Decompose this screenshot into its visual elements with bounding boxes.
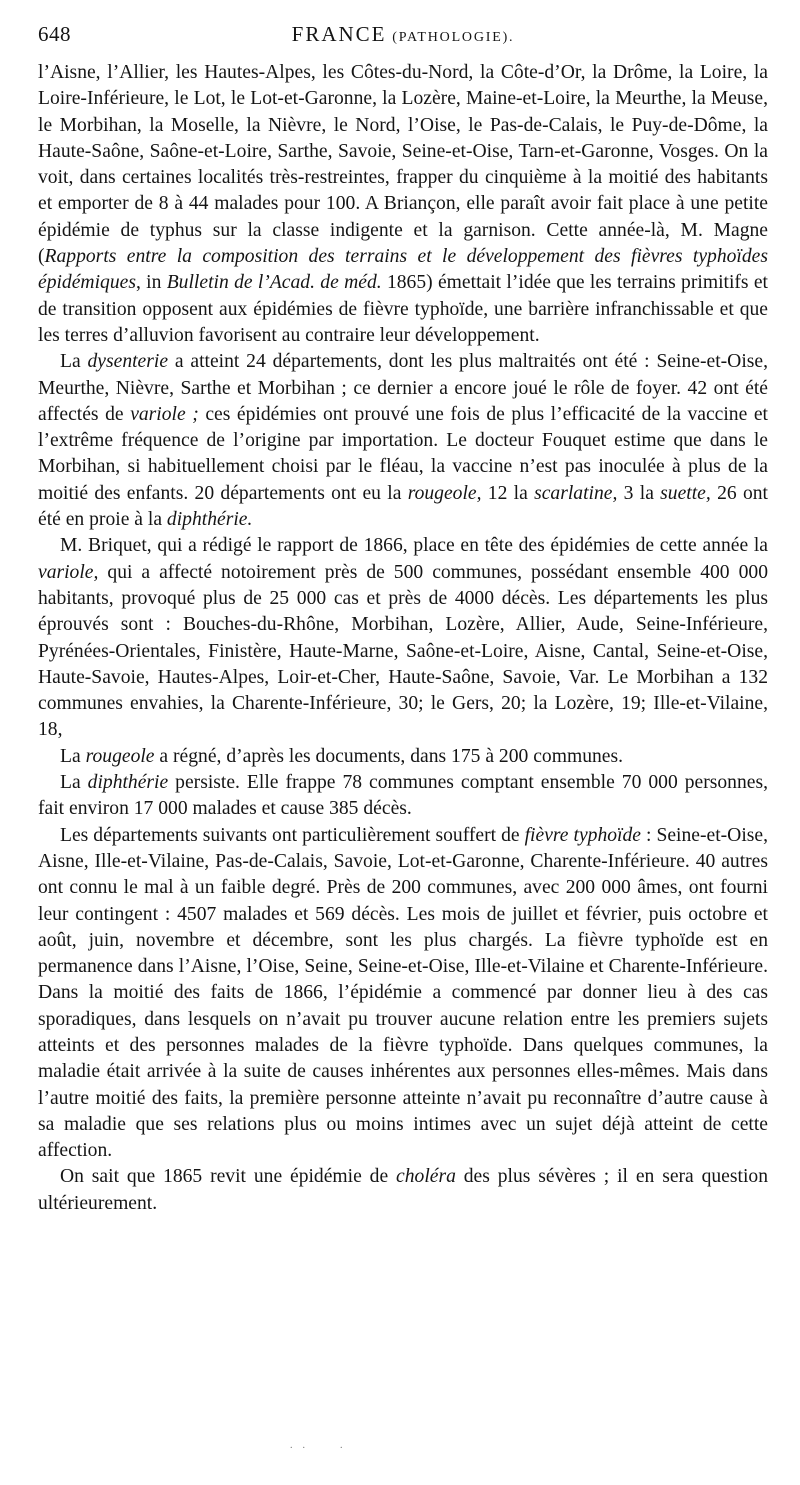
- paragraph: [38, 349, 768, 533]
- paragraph: [38, 744, 768, 770]
- title-subtitle: PATHOLOGIE: [398, 30, 503, 45]
- italic-run: rougeole,: [407, 482, 482, 504]
- text-run: 12 la: [481, 482, 535, 504]
- italic-run: diphthérie: [87, 772, 169, 794]
- title-subtitle-open: (: [392, 30, 399, 45]
- paragraph: [38, 823, 768, 1165]
- text-run: M. Briquet, qui a rédigé le rapport de 1866, place en tête des épidémies de cette année la: [60, 535, 768, 557]
- italic-run: scarlatine,: [534, 482, 618, 504]
- text-run: Les départements suivants ont particulièrement souffert de: [60, 824, 525, 846]
- italic-run: fièvre typhoïde: [524, 824, 641, 846]
- running-head: [38, 22, 768, 56]
- paragraph: [38, 533, 768, 743]
- italic-run: Rapports entre la composition des terrains et le développement des fièvres typhoïdes épidémiques: [38, 246, 768, 294]
- text-run: des plus sévères ; il en sera question ultérieurement.: [38, 1166, 768, 1214]
- text-run: a régné, d’après les documents, dans 175 à 200 communes.: [154, 745, 624, 767]
- paragraph: [38, 770, 768, 823]
- paragraph: [38, 60, 768, 349]
- italic-run: dysenterie: [87, 351, 169, 373]
- text-run: 26 ont été en proie à la: [38, 482, 768, 531]
- text-run: La: [60, 772, 88, 794]
- body-text: [38, 60, 768, 1217]
- text-run: a atteint 24 départements, dont les plus maltraités ont été : Seine-et-Oise, Meurthe, Nièvre, Sarthe et Morbihan ; ce dernier a encore joué le rôle de foyer. 42 ont été affectés de: [38, 351, 768, 425]
- italic-run: variole ;: [130, 403, 199, 425]
- page-number: 648: [38, 22, 71, 46]
- text-run: persiste. Elle frappe 78 communes comptant ensemble 70 000 personnes, fait environ 17 000 malades et cause 385 décès.: [38, 772, 768, 820]
- text-run: On sait que 1865 revit une épidémie de: [60, 1166, 397, 1188]
- text-run: ces épidémies ont prouvé une fois de plus l’efficacité de la vaccine et l’extrême fréquence de l’origine par importation. Le docteur Fouquet estime que dans le Morbihan, si habituellement choisi par le fléau, la vaccine n’est pas inoculée à plus de la moitié des enfants. 20 départements ont eu la: [38, 403, 768, 504]
- paragraph: [38, 1164, 768, 1217]
- text-run: La: [60, 745, 86, 767]
- footer-marks: .. .: [290, 1440, 353, 1451]
- italic-run: rougeole: [85, 745, 155, 767]
- title-main: FRANCE: [291, 22, 387, 46]
- text-run: La: [60, 351, 88, 373]
- text-run: 1865) émettait l’idée que les terrains primitifs et de transition opposent aux épidémies de fièvre typhoïde, une barrière infranchissable et que les terres d’alluvion favorisent au contraire leur développement.: [38, 272, 768, 346]
- text-run: 3 la: [617, 482, 661, 504]
- page-title: [38, 22, 768, 47]
- italic-run: diphthérie.: [166, 509, 253, 531]
- italic-run: suette,: [660, 482, 711, 504]
- text-run: l’Aisne, l’Allier, les Hautes-Alpes, les Côtes-du-Nord, la Côte-d’Or, la Drôme, la Loire, la Loire-Inférieure, le Lot, le Lot-et-Garonne, la Lozère, Maine-et-Loire, la Meurthe, la Meuse, le Morbihan, la Moselle, la Nièvre, le Nord, l’Oise, le Pas-de-Calais, le Puy-de-Dôme, la Haute-Saône, Saône-et-Loire, Sarthe, Savoie, Seine-et-Oise, Tarn-et-Garonne, Vosges. On la voit, dans certaines localités très-restreintes, frapper du cinquième à la moitié des habitants et emporter de 8 à 44 malades pour 100. A Briançon, elle paraît avoir fait place à une petite épidémie de typhus sur la classe indigente et la garnison. Cette année-là, M. Magne (: [38, 62, 768, 268]
- italic-run: Bulletin de l’Acad. de méd.: [166, 272, 382, 294]
- text-run: : Seine-et-Oise, Aisne, Ille-et-Vilaine, Pas-de-Calais, Savoie, Lot-et-Garonne, Charente-Inférieure. 40 autres ont connu le mal à un faible degré. Près de 200 communes, avec 200 000 âmes, ont fourni leur contingent : 4507 malades et 569 décès. Les mois de juillet et février, puis octobre et août, juin, novembre et décembre, sont les plus chargés. La fièvre typhoïde est en permanence dans l’Aisne, l’Oise, Seine, Seine-et-Oise, Ille-et-Vilaine et Charente-Inférieure. Dans la moitié des faits de 1866, l’épidémie a commencé par donner lieu à des cas sporadiques, dans lesquels on n’avait pu trouver aucune relation entre les premiers sujets atteints et des personnes malades de la fièvre typhoïde. Dans quelques communes, la maladie était arrivée à la suite de causes inhérentes aux personnes elles-mêmes. Mais dans l’autre moitié des faits, la première personne atteinte n’avait pu reconnaître d’autre cause à sa maladie que ses relations plus ou moins intimes avec un sujet déjà atteint de cette affection.: [38, 824, 769, 1162]
- text-run: qui a affecté notoirement près de 500 communes, possédant ensemble 400 000 habitants, provoqué plus de 25 000 cas et près de 4000 décès. Les départements les plus éprouvés sont : Bouches-du-Rhône, Morbihan, Lozère, Allier, Aude, Seine-Inférieure, Pyrénées-Orientales, Finistère, Haute-Marne, Saône-et-Loire, Aisne, Cantal, Seine-et-Oise, Haute-Savoie, Hautes-Alpes, Loir-et-Cher, Haute-Saône, Savoie, Var. Le Morbihan a 132 communes envahies, la Charente-Inférieure, 30; le Gers, 20; la Lozère, 19; Ille-et-Vilaine, 18,: [38, 561, 768, 741]
- title-subtitle-close: ).: [502, 30, 515, 45]
- italic-run: variole,: [38, 561, 99, 583]
- text-run: , in: [135, 272, 167, 294]
- italic-run: choléra: [396, 1166, 456, 1188]
